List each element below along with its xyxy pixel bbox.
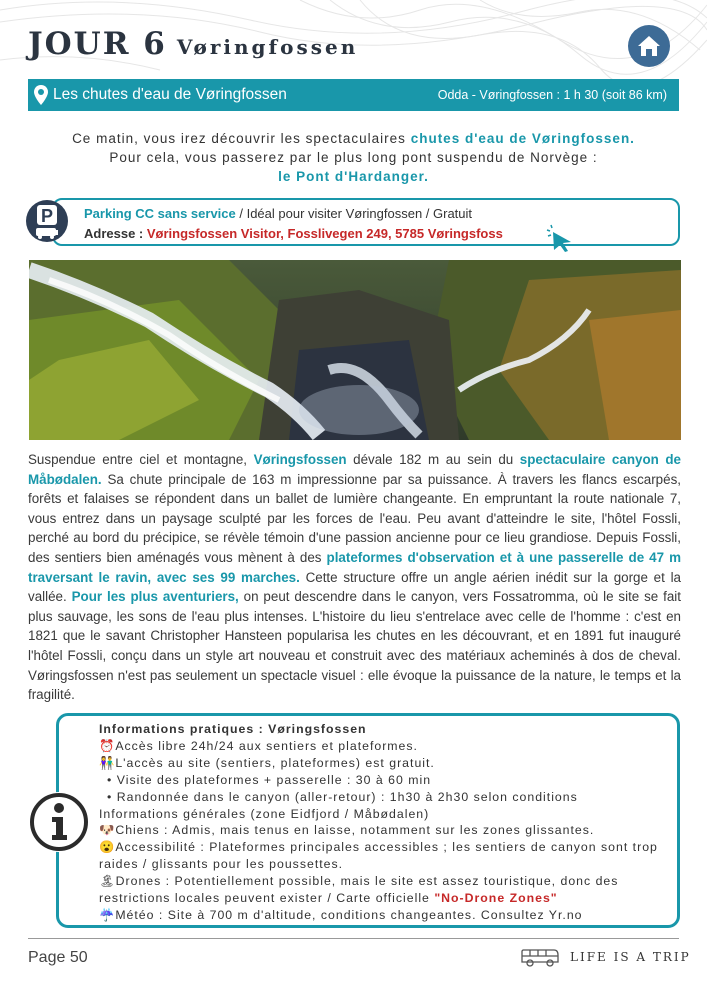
parking-box	[52, 198, 680, 246]
brand-name: LIFE IS A TRIP	[570, 950, 691, 964]
day-label: JOUR 6	[28, 26, 167, 62]
info-drones-text: Drones : Potentiellement possible, mais le site est assez touristique, donc des restrictions locales peuvent exister / Carte officielle	[99, 874, 619, 906]
location-pin-icon	[34, 85, 48, 105]
info-free-text: L'accès au site (sentiers, plateformes) est gratuit.	[115, 755, 435, 770]
info-hike-text: Randonnée dans le canyon (aller-retour) : 1h30 à 2h30 selon conditions	[116, 789, 578, 804]
parking-icon	[26, 200, 68, 242]
intro-highlight-bridge: le Pont d'Hardanger.	[278, 169, 429, 184]
address-label: Adresse :	[84, 226, 147, 241]
intro-line1: Ce matin, vous irez découvrir les spectaculaires	[72, 131, 411, 146]
waterfall-photo	[29, 260, 681, 440]
body-s2: dévale 182 m au sein du	[346, 452, 520, 467]
route-info: Odda - Vøringfossen : 1 h 30 (soit 86 km)	[437, 88, 667, 102]
parking-name: Parking CC sans service	[84, 206, 236, 221]
brand-logo	[520, 946, 691, 968]
intro-line2: Pour cela, vous passerez par le plus long pont suspendu de Norvège :	[109, 150, 598, 165]
info-free	[99, 755, 665, 772]
info-access-text: Accès libre 24h/24 aux sentiers et plateformes.	[115, 738, 418, 753]
body-h1: Vøringsfossen	[253, 452, 347, 467]
place-label: Vøringfossen	[176, 35, 359, 59]
info-accessibility	[99, 839, 665, 873]
info-weather	[99, 907, 665, 924]
body-h3: plateformes d'observation et à une passerelle de 47 m traversant le ravin, avec ses 99 marches.	[28, 549, 682, 585]
intro-text	[20, 129, 687, 186]
info-drones	[99, 873, 665, 907]
people-icon: 👫	[99, 755, 116, 770]
footer-divider	[28, 938, 679, 939]
clock-icon: ⏰	[99, 738, 116, 753]
info-access	[99, 738, 665, 755]
section-banner	[28, 79, 679, 111]
intro-highlight-falls: chutes d'eau de Vøringfossen.	[410, 131, 635, 146]
parking-desc: / Idéal pour visiter Vøringfossen / Gratuit	[235, 206, 473, 221]
info-title: Informations pratiques : Vøringsfossen	[99, 722, 367, 736]
info-visit: • Visite des plateformes + passerelle : 30 à 60 min	[107, 772, 432, 787]
parking-address-link[interactable]: Vøringsfossen Visitor, Fosslivegen 249, 5785 Vøringsfoss	[146, 226, 503, 241]
info-hike: • Randonnée dans le canyon (aller-retour) : 1h30 à 2h30 selon conditions	[107, 789, 578, 804]
home-icon	[636, 34, 662, 58]
practical-info-box	[56, 713, 680, 928]
body-s1: Suspendue entre ciel et montagne,	[28, 452, 254, 467]
van-icon	[520, 946, 560, 968]
info-weather-text: Météo : Site à 700 m d'altitude, conditions changeantes. Consultez Yr.no	[115, 907, 583, 922]
page-number: Page 50	[28, 949, 88, 966]
no-drone-zones-link[interactable]: "No-Drone Zones"	[434, 891, 558, 906]
umbrella-icon: ☔	[99, 907, 116, 922]
info-dogs-text: Chiens : Admis, mais tenus en laisse, notamment sur les zones glissantes.	[115, 823, 595, 838]
page-title	[28, 26, 358, 62]
click-cursor-icon	[545, 224, 575, 254]
description-paragraph	[28, 450, 681, 705]
banner-title: Les chutes d'eau de Vøringfossen	[53, 86, 287, 103]
info-general: Informations générales (zone Eidfjord / Måbødalen)	[99, 806, 430, 821]
info-dogs	[99, 822, 665, 839]
island-icon: 🏝	[99, 874, 116, 889]
body-h2: spectaculaire canyon de Måbødalen.	[28, 452, 681, 487]
body-s5: on peut descendre dans le canyon, vers Fossatromma, où le site se fait plus sauvage, les sons de l'eau plus intenses. L'histoire du lieu s'entrelace avec celle de l'homme : c'est en 1821 que le savant Christopher Hansteen popularisa les chutes en les découvrant, et en 1891 fut inauguré l'hôtel Fossli, conçu dans un style art nouveau et construit avec des matériaux acheminés à dos de cheval. Vøringsfossen n'est pas seulement un spectacle visuel : elle évoque la puissance de la nature, le temps et la fragilité.	[28, 589, 681, 703]
info-visit-text: Visite des plateformes + passerelle : 30 à 60 min	[116, 772, 432, 787]
body-h4: Pour les plus aventuriers,	[71, 589, 239, 605]
svg-text:P: P	[40, 206, 54, 226]
info-icon	[29, 792, 89, 852]
face-icon: 😮	[99, 840, 116, 855]
info-accessibility-text: Accessibilité : Plateformes principales accessibles ; les sentiers de canyon sont trop raides / glissants pour les poussettes.	[99, 840, 658, 872]
body-s4: Cette structure offre un angle aérien inédit sur la gorge et la vallée.	[28, 569, 681, 605]
home-button[interactable]	[628, 25, 670, 67]
body-s3: Sa chute principale de 163 m impressionne par sa puissance. À travers les flancs escarpés, forêts et falaises se répondent dans un ballet de lumière changeante. En empruntant la route nationale 7, vous entrez dans un paysage sculpté par les forces de l'eau. Peu avant d'atteindre le site, l'hôtel Fossli, perché au bord du précipice, se révèle témoin d'une passion ancienne pour ce lieu grandiose. Depuis Fossli, des sentiers bien aménagés vous mènent à des	[28, 471, 681, 565]
dog-icon: 🐶	[99, 823, 116, 838]
